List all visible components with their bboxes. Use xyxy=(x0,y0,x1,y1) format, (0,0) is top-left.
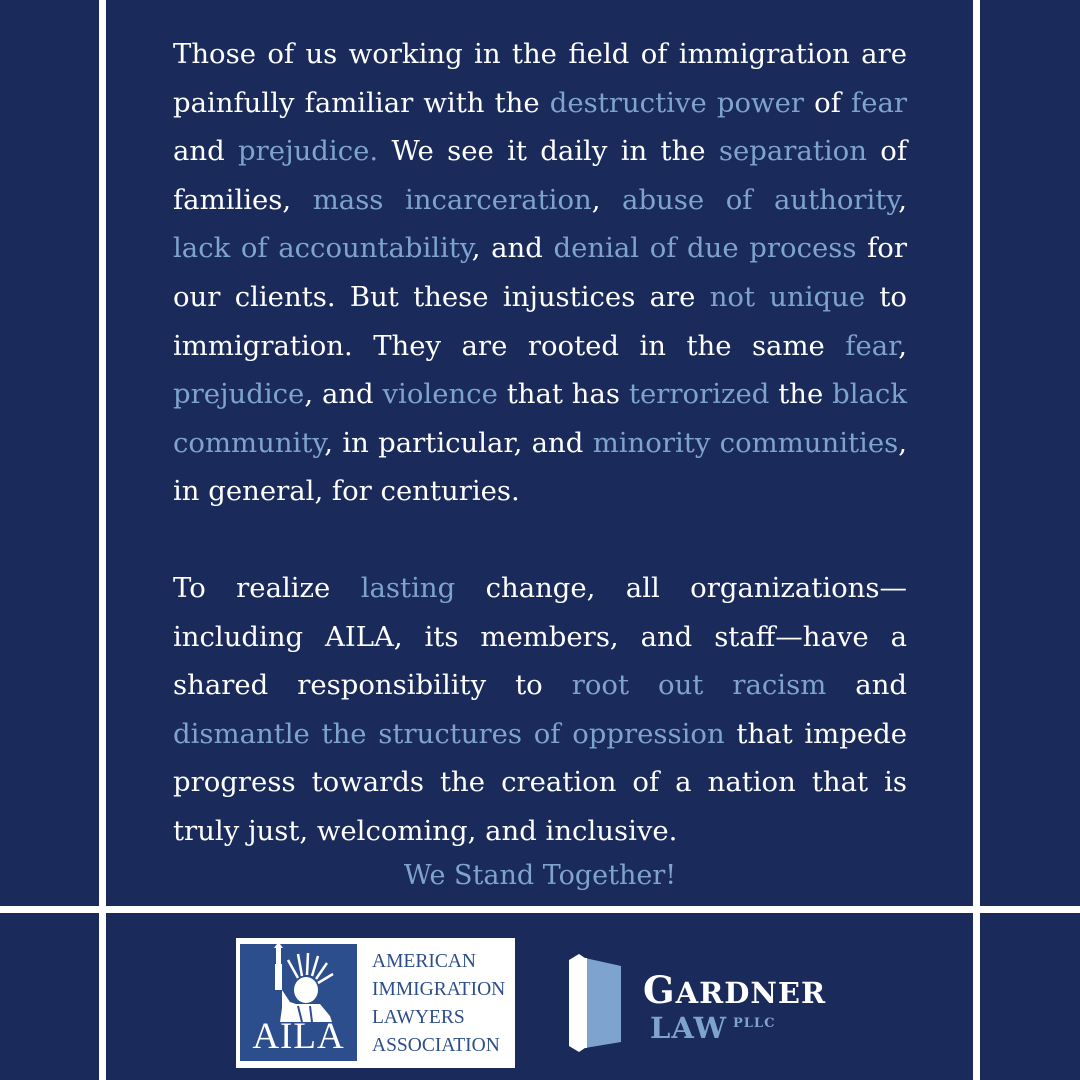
text-segment: for our clients. But these injustices are xyxy=(173,232,907,313)
text-segment: change, all organizations—including AILA, its members, and staff—have a shared responsibility to xyxy=(173,571,907,702)
gardner-law xyxy=(650,1010,775,1046)
grid-line-left xyxy=(99,0,106,1080)
aila-name-line: LAWYERS xyxy=(372,1007,465,1028)
text-segment: To realize xyxy=(173,571,361,604)
text-segment: of families, xyxy=(173,135,907,216)
highlighted-phrase: fear xyxy=(845,329,899,362)
grid-line-bottom xyxy=(0,906,1080,913)
highlighted-phrase: prejudice xyxy=(173,378,305,411)
text-segment: to immigration. They are rooted in the same xyxy=(173,280,907,362)
aila-emblem xyxy=(240,944,357,1061)
gardner-name-rest: ARDNER xyxy=(675,976,827,1010)
statement-text xyxy=(173,30,907,856)
text-segment: and xyxy=(826,669,908,702)
text-segment: that has xyxy=(497,378,629,411)
text-segment: , in particular, and xyxy=(324,426,593,459)
gardner-law-logo xyxy=(565,950,865,1060)
highlighted-phrase: dismantle the structures of oppression xyxy=(173,717,725,750)
aila-emblem-text: AILA xyxy=(252,1016,345,1057)
gardner-pllc: PLLC xyxy=(733,1016,776,1031)
text-segment: , xyxy=(591,183,623,216)
highlighted-phrase: root out racism xyxy=(571,669,827,702)
highlighted-phrase: mass incarceration xyxy=(312,183,592,216)
highlighted-phrase: separation xyxy=(718,135,867,168)
text-segment: , and xyxy=(304,378,383,411)
highlighted-phrase: prejudice. xyxy=(238,135,379,168)
highlighted-phrase: black community xyxy=(173,378,908,459)
gardner-law-text: LAW xyxy=(650,1011,728,1045)
text-segment: Those of us working in the field of immigration are painfully familiar with the xyxy=(173,38,907,119)
aila-logo xyxy=(236,938,515,1068)
aila-name-line: ASSOCIATION xyxy=(372,1035,500,1056)
aila-name xyxy=(372,948,517,1060)
gardner-name xyxy=(643,968,826,1015)
statement-paragraph-1 xyxy=(173,30,907,516)
highlighted-phrase: lasting xyxy=(360,571,456,604)
highlighted-phrase: not unique xyxy=(709,280,866,313)
text-segment: , in general, for centuries. xyxy=(173,426,907,508)
text-segment: , xyxy=(898,183,908,216)
highlighted-phrase: destructive power xyxy=(549,86,804,119)
highlighted-phrase: minority communities xyxy=(592,426,899,459)
text-segment: , and xyxy=(471,232,554,265)
text-segment: and xyxy=(173,135,239,168)
highlighted-phrase: fear xyxy=(851,86,908,119)
text-segment: of xyxy=(804,86,852,119)
text-segment: the xyxy=(769,378,833,411)
gardner-name-initial: G xyxy=(643,968,676,1012)
statement-paragraph-2 xyxy=(173,564,907,856)
book-icon xyxy=(565,950,635,1060)
text-segment: We see it daily in the xyxy=(378,135,719,168)
grid-line-right xyxy=(973,0,980,1080)
slogan: We Stand Together! xyxy=(403,860,677,891)
text-segment: that impede progress towards the creation of a nation that is truly just, welcoming, and inclusive. xyxy=(173,717,907,847)
highlighted-phrase: denial of due process xyxy=(553,232,857,265)
highlighted-phrase: terrorized xyxy=(628,378,770,411)
highlighted-phrase: violence xyxy=(382,378,498,411)
aila-name-line: IMMIGRATION xyxy=(372,979,506,1000)
highlighted-phrase: lack of accountability xyxy=(173,232,472,265)
text-segment: , xyxy=(898,329,907,362)
aila-name-line: AMERICAN xyxy=(372,951,477,972)
highlighted-phrase: abuse of authority xyxy=(622,183,899,216)
